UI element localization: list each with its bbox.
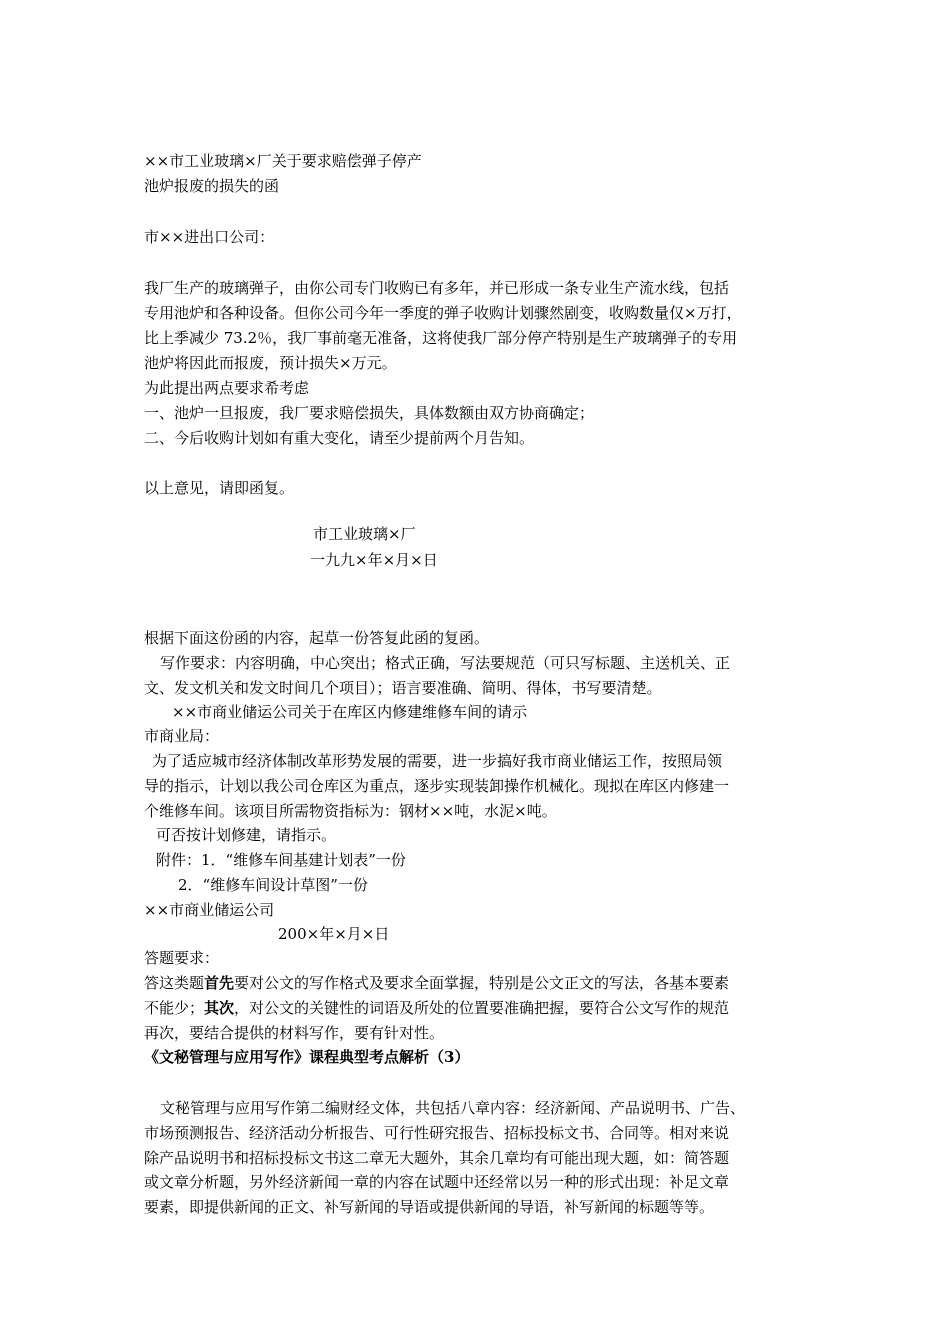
letter-point-2: 二、今后收购计划如有重大变化，请至少提前两个月告知。 xyxy=(144,429,535,447)
answer-line-1 xyxy=(144,971,729,996)
request-body-line: 为了适应城市经济体制改革形势发展的需要，进一步搞好我市商业储运工作，按照局领 xyxy=(152,752,723,770)
request-body-line: 个维修车间。该项目所需物资指标为：钢材××吨，水泥×吨。 xyxy=(144,802,557,820)
letter-title-line2: 池炉报废的损失的函 xyxy=(144,177,280,195)
letter-signature-org: 市工业玻璃×厂 xyxy=(313,525,416,543)
task-prompt: 根据下面这份函的内容，起草一份答复此函的复函。 xyxy=(144,629,490,647)
request-signature-org: ××市商业储运公司 xyxy=(144,901,275,919)
letter-body-line: 专用池炉和各种设备。但你公司今年一季度的弹子收购计划骤然剧变，收购数量仅×万打， xyxy=(144,304,742,322)
request-ask: 可否按计划修建，请指示。 xyxy=(156,826,337,844)
letter-body-line: 比上季减少 73.2％，我厂事前毫无准备，这将使我厂部分停产特别是生产玻璃弹子的专用 xyxy=(144,329,738,347)
answer-emphasis-first: 首先 xyxy=(204,974,235,992)
section-body-line: 除产品说明书和招标投标文书这二章无大题外，其余几章均有可能出现大题，如：简答题 xyxy=(144,1149,730,1167)
request-recipient: 市商业局： xyxy=(144,727,220,745)
answer-text: 答这类题 xyxy=(144,974,205,992)
request-attachment-2: 2．“维修车间设计草图”一份 xyxy=(178,876,368,894)
letter-closing: 以上意见，请即函复。 xyxy=(144,479,295,497)
answer-text: ，对公文的关键性的词语及所处的位置要准确把握，要符合公文写作的规范 xyxy=(234,999,730,1017)
section-body-line: 文秘管理与应用写作第二编财经文体，共包括八章内容：经济新闻、产品说明书、广告、 xyxy=(160,1099,746,1117)
request-attachment-1: 附件：1．“维修车间基建计划表”一份 xyxy=(156,851,406,869)
section-body-line: 或文章分析题，另外经济新闻一章的内容在试题中还经常以另一种的形式出现：补足文章 xyxy=(144,1173,730,1191)
section-body-line: 要素，即提供新闻的正文、补写新闻的导语或提供新闻的导语，补写新闻的标题等等。 xyxy=(144,1198,715,1216)
letter-title-line1: ××市工业玻璃×厂关于要求赔偿弹子停产 xyxy=(144,152,422,170)
section-heading: 《文秘管理与应用写作》课程典型考点解析（3） xyxy=(144,1048,470,1066)
letter-recipient: 市××进出口公司： xyxy=(144,228,275,246)
letter-body-line: 我厂生产的玻璃弹子，由你公司专门收购已有多年，并已形成一条专业生产流水线，包括 xyxy=(144,279,730,297)
letter-point-1: 一、池炉一旦报废，我厂要求赔偿损失，具体数额由双方协商确定； xyxy=(144,404,595,422)
answer-emphasis-second: 其次 xyxy=(204,999,235,1017)
request-signature-date: 200×年×月×日 xyxy=(278,925,390,943)
letter-body-line: 池炉将因此而报废，预计损失×万元。 xyxy=(144,354,397,372)
answer-text: 要对公文的写作格式及要求全面掌握，特别是公文正文的写法，各基本要素 xyxy=(234,974,730,992)
letter-signature-date: 一九九×年×月×日 xyxy=(310,551,438,569)
letter-body-line: 为此提出两点要求希考虑 xyxy=(144,379,310,397)
answer-line-3: 再次，要结合提供的材料写作，要有针对性。 xyxy=(144,1024,445,1042)
section-body-line: 市场预测报告、经济活动分析报告、可行性研究报告、招标投标文书、合同等。相对来说 xyxy=(144,1124,730,1142)
answer-heading: 答题要求： xyxy=(144,949,220,967)
request-title: ××市商业储运公司关于在库区内修建维修车间的请示 xyxy=(172,703,528,721)
task-requirement-line: 写作要求：内容明确，中心突出；格式正确，写法要规范（可只写标题、主送机关、正 xyxy=(160,654,731,672)
answer-line-2 xyxy=(144,996,729,1021)
task-requirement-line: 文、发文机关和发文时间几个项目）；语言要准确、简明、得体，书写要清楚。 xyxy=(144,679,662,697)
request-body-line: 导的指示，计划以我公司仓库区为重点，逐步实现装卸操作机械化。现拟在库区内修建一 xyxy=(144,777,730,795)
answer-text: 不能少； xyxy=(144,999,205,1017)
